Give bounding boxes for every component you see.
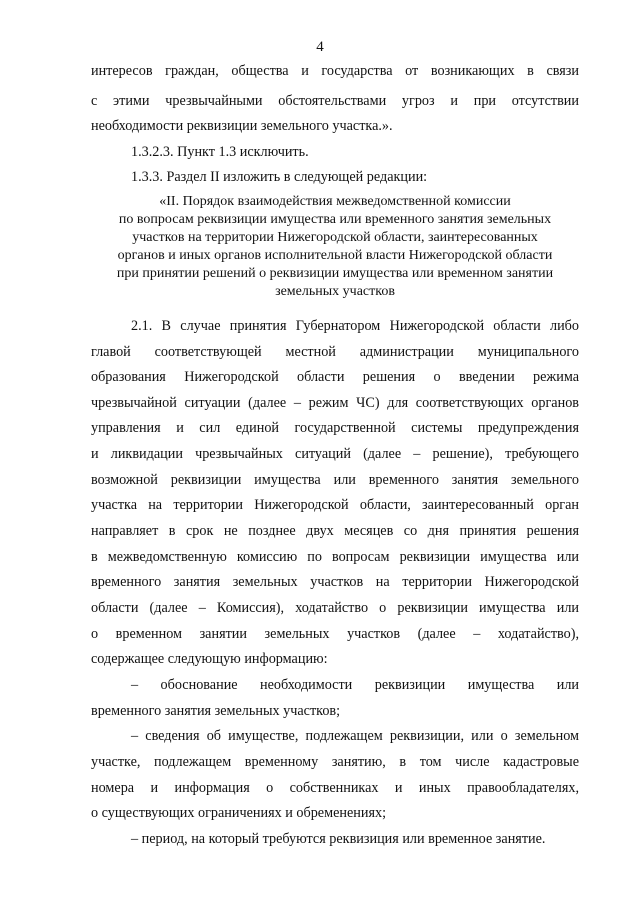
item-1-3-3: 1.3.3. Раздел II изложить в следующей редакции:: [131, 169, 428, 185]
paragraph-line: образования Нижегородской области решения о введении режима: [91, 369, 579, 385]
paragraph-line: участка на территории Нижегородской области, заинтересованный орган: [91, 497, 579, 513]
list-item: участке, подлежащем временному занятию, в том числе кадастровые: [91, 754, 579, 770]
paragraph-line: о временном занятии земельных участков (далее – ходатайство),: [91, 626, 579, 642]
paragraph-line: чрезвычайной ситуации (далее – режим ЧС) для соответствующих органов: [91, 395, 579, 411]
heading-line: «II. Порядок взаимодействия межведомственной комиссии: [159, 194, 511, 209]
list-item: – период, на который требуются реквизиция или временное занятие.: [131, 831, 546, 847]
paragraph-line: в межведомственную комиссию по вопросам реквизиции имущества или: [91, 549, 579, 565]
paragraph-line: содержащее следующую информацию:: [91, 651, 328, 667]
intro-line: необходимости реквизиции земельного участка.».: [91, 118, 393, 134]
paragraph-line: временного занятия земельных участков на территории Нижегородской: [91, 574, 579, 590]
heading-line: при принятии решений о реквизиции имущества или временном занятии: [116, 266, 554, 281]
list-item: номера и информация о собственниках и иных правообладателях,: [91, 780, 579, 796]
paragraph-line: области (далее – Комиссия), ходатайство о реквизиции имущества или: [91, 600, 579, 616]
heading-line: органов и иных органов исполнительной власти Нижегородской области: [117, 248, 553, 263]
page-number: 4: [316, 39, 324, 55]
paragraph-line: направляет в срок не позднее двух месяцев со дня принятия решения: [91, 523, 579, 539]
list-item: о существующих ограничениях и обременениях;: [91, 805, 387, 821]
paragraph-line: и ликвидации чрезвычайных ситуаций (далее – решение), требующего: [91, 446, 579, 462]
heading-line: земельных участков: [275, 284, 395, 299]
paragraph-line: управления и сил единой государственной системы предупреждения: [91, 420, 579, 436]
heading-line: участков на территории Нижегородской области, заинтересованных: [132, 230, 538, 245]
paragraph-line: возможной реквизиции имущества или временного занятия земельного: [91, 472, 579, 488]
list-item: – обоснование необходимости реквизиции имущества или: [131, 677, 579, 693]
intro-line: интересов граждан, общества и государства от возникающих в связи: [91, 63, 579, 79]
paragraph-line: главой соответствующей местной администрации муниципального: [91, 344, 579, 360]
list-item: – сведения об имуществе, подлежащем реквизиции, или о земельном: [131, 728, 579, 744]
list-item: временного занятия земельных участков;: [91, 703, 341, 719]
heading-line: по вопросам реквизиции имущества или временного занятия земельных: [118, 212, 552, 227]
intro-line: с этими чрезвычайными обстоятельствами угроз и при отсутствии: [91, 93, 579, 109]
item-1-3-2-3: 1.3.2.3. Пункт 1.3 исключить.: [131, 144, 309, 160]
paragraph-line: 2.1. В случае принятия Губернатором Нижегородской области либо: [131, 318, 579, 334]
